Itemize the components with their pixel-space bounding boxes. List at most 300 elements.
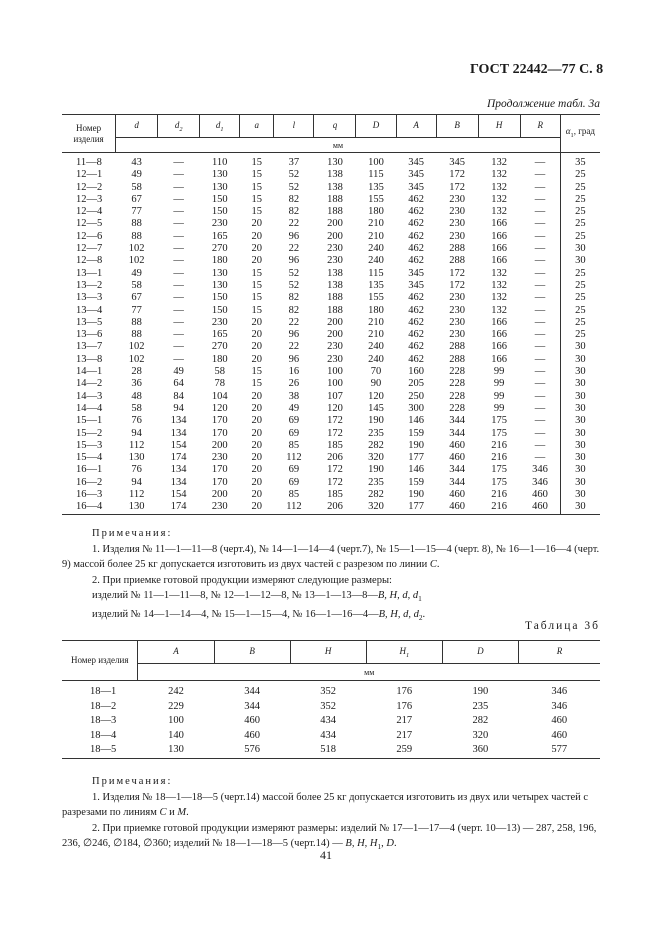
col-header: d [116, 115, 158, 138]
row-number-cell: 13—7 [76, 341, 103, 353]
table-cell: 217 [396, 729, 413, 741]
table-cell: 130 [128, 501, 145, 513]
table-cell: 100 [368, 157, 384, 168]
table-row [62, 280, 600, 292]
table-cell: 345 [408, 181, 424, 193]
table-cell: 25 [560, 329, 600, 341]
table-cell: 30 [560, 341, 600, 353]
table-cell: 165 [211, 329, 228, 341]
table-cell: — [173, 292, 184, 304]
table-cell: 172 [449, 267, 465, 279]
table-cell: 165 [211, 230, 228, 242]
notes-table-3a [62, 526, 602, 625]
col-header: q [314, 115, 356, 138]
table-cell: 58 [131, 181, 142, 193]
table-row [62, 329, 600, 341]
table-cell: 20 [251, 329, 263, 341]
table-cell: 159 [408, 476, 424, 488]
table-row [62, 489, 600, 501]
table-cell: 15 [251, 169, 263, 181]
table-cell: 210 [368, 218, 384, 230]
table-cell: — [173, 169, 184, 181]
table-cell: 15 [251, 366, 263, 378]
table-cell: 104 [211, 390, 228, 402]
table-row [62, 305, 600, 317]
table-cell: 132 [491, 206, 507, 218]
table-cell: 112 [128, 439, 145, 451]
table-cell: 344 [449, 427, 465, 439]
table-cell: 15 [251, 378, 263, 390]
table-row [62, 743, 600, 758]
row-number-cell: 13—5 [76, 316, 103, 328]
table-cell: 52 [288, 279, 300, 291]
table-cell: 67 [131, 292, 142, 304]
row-number-cell: 15—3 [76, 439, 103, 451]
table-row [62, 169, 600, 181]
table-cell: 345 [449, 157, 465, 168]
table-cell: 460 [244, 729, 260, 741]
note-2: 2. При приемке готовой продукции измеряют следующие размеры: [92, 574, 392, 586]
table-cell: 216 [491, 501, 507, 513]
table-cell: 166 [491, 230, 507, 242]
table-cell: 346 [532, 464, 548, 476]
table-cell: 300 [408, 402, 424, 414]
table-cell: 176 [396, 700, 413, 712]
row-number-cell: 13—4 [76, 304, 103, 316]
table-cell: 345 [408, 279, 424, 291]
table-cell: — [173, 279, 184, 291]
table-cell: 230 [211, 452, 228, 464]
table-cell: 352 [320, 686, 337, 697]
table-cell: 190 [408, 439, 424, 451]
table-cell: 52 [288, 181, 300, 193]
table-row [62, 391, 600, 403]
table-cell: 235 [368, 427, 384, 439]
table-cell: 210 [368, 329, 384, 341]
table-cell: 22 [288, 243, 300, 255]
table-cell: 25 [560, 169, 600, 181]
row-number-cell: 12—7 [76, 243, 103, 255]
table-row [62, 231, 600, 243]
table-cell: — [534, 427, 546, 439]
table-row [62, 378, 600, 390]
table-cell: 130 [211, 279, 228, 291]
table-cell: 30 [560, 440, 600, 452]
table-cell: 52 [288, 169, 300, 181]
table-cell: — [173, 157, 184, 168]
table-row [62, 206, 600, 218]
table-cell: 228 [449, 390, 465, 402]
table-cell: 96 [288, 353, 300, 365]
table-cell: 228 [449, 378, 465, 390]
row-number-cell: 12—5 [76, 218, 103, 230]
table-cell: 230 [327, 341, 343, 353]
table-cell: 30 [560, 477, 600, 489]
table-cell: — [534, 292, 546, 304]
table-cell: 115 [368, 267, 384, 279]
table-row [62, 477, 600, 489]
table-cell: 177 [408, 452, 424, 464]
table-cell: 150 [211, 206, 228, 218]
unit-row: мм [116, 138, 561, 153]
table-cell: 230 [449, 292, 465, 304]
table-cell: 217 [396, 715, 413, 726]
table-cell: 188 [327, 292, 343, 304]
table-cell: 180 [211, 353, 228, 365]
table-cell: 462 [408, 243, 424, 255]
table-row [62, 452, 600, 464]
table-cell: 230 [211, 218, 228, 230]
table-cell: 20 [251, 501, 263, 513]
table-cell: 462 [408, 206, 424, 218]
col-header: D [356, 115, 396, 138]
table-cell: 344 [244, 686, 260, 697]
table-cell: 230 [449, 329, 465, 341]
table-cell: 320 [368, 452, 384, 464]
table-cell: 99 [493, 390, 505, 402]
table-cell: 30 [560, 501, 600, 514]
col-header: B [214, 641, 290, 664]
table-cell: 25 [560, 292, 600, 304]
table-cell: 216 [491, 452, 507, 464]
table-cell: — [173, 329, 184, 341]
table-cell: 100 [327, 366, 343, 378]
table-cell: 190 [368, 415, 384, 427]
table-cell: 85 [288, 489, 300, 501]
table-cell: 460 [449, 439, 465, 451]
table-cell: 25 [560, 305, 600, 317]
table-cell: — [534, 341, 546, 353]
table-cell: 206 [327, 452, 343, 464]
table-cell: 282 [368, 439, 384, 451]
table-cell: 84 [173, 390, 184, 402]
table-cell: 210 [368, 230, 384, 242]
table-cell: 146 [408, 464, 424, 476]
table-cell: 172 [449, 181, 465, 193]
table-cell: 288 [449, 341, 465, 353]
table-continuation-label: Продолжение табл. 3а [487, 98, 600, 110]
table-cell: 99 [493, 402, 505, 414]
table-cell: 150 [211, 193, 228, 205]
row-number-cell: 15—4 [76, 452, 103, 464]
table-cell: 30 [560, 255, 600, 267]
table-cell: 30 [560, 378, 600, 390]
table-row [62, 415, 600, 427]
table-cell: 230 [449, 206, 465, 218]
table-cell: 146 [408, 415, 424, 427]
table-cell: 150 [211, 304, 228, 316]
row-number-cell: 14—1 [76, 366, 103, 378]
table-cell: 25 [560, 218, 600, 230]
table-cell: 230 [211, 316, 228, 328]
table-cell: 67 [131, 193, 142, 205]
col-header: a [240, 115, 274, 138]
row-number-cell: 15—2 [76, 427, 103, 439]
table-cell: 462 [408, 304, 424, 316]
note-1: 1. Изделия № 18—1—18—5 (черт.14) массой более 25 кг допускается изготовить из двух или четырех частей с разрезами по линиям C и M. [62, 791, 589, 818]
table-cell: 20 [251, 390, 263, 402]
table-cell: 25 [560, 182, 600, 194]
table-row [62, 464, 600, 476]
col-header: R [518, 641, 600, 664]
table-row [62, 685, 600, 700]
table-cell: 518 [320, 744, 337, 755]
table-cell: 88 [131, 230, 142, 242]
table-cell: 112 [286, 452, 302, 464]
table-cell: — [534, 439, 546, 451]
row-number-cell: 18—5 [90, 744, 117, 755]
table-cell: 460 [449, 489, 465, 501]
table-cell: 30 [560, 403, 600, 415]
table-cell: 30 [560, 354, 600, 366]
table-row [62, 255, 600, 267]
table-cell: 77 [131, 206, 142, 218]
table-cell: 30 [560, 391, 600, 403]
table-cell: 176 [396, 686, 413, 697]
table-cell: 462 [408, 292, 424, 304]
table-cell: 230 [449, 316, 465, 328]
table-cell: 58 [131, 279, 142, 291]
table-cell: — [534, 402, 546, 414]
table-cell: 99 [493, 366, 505, 378]
table-cell: — [173, 341, 184, 353]
table-cell: 320 [472, 729, 489, 741]
table-cell: 235 [368, 476, 384, 488]
table-cell: 25 [560, 317, 600, 329]
table-cell: 346 [551, 686, 568, 697]
table-cell: — [534, 267, 546, 279]
table-cell: 230 [449, 304, 465, 316]
table-cell: 230 [327, 353, 343, 365]
table-cell: 138 [327, 169, 343, 181]
table-cell: 120 [211, 402, 228, 414]
table-cell: — [534, 452, 546, 464]
table-cell: 112 [286, 501, 302, 513]
table-cell: 30 [560, 243, 600, 255]
table-cell: — [173, 353, 184, 365]
table-cell: — [173, 181, 184, 193]
table-cell: — [534, 390, 546, 402]
table-cell: 30 [560, 489, 600, 501]
table-cell: 235 [472, 700, 489, 712]
row-number-cell: 18—2 [90, 700, 117, 712]
table-cell: 76 [131, 464, 142, 476]
table-cell: 20 [251, 243, 263, 255]
table-cell: 15 [251, 267, 263, 279]
table-cell: 282 [368, 489, 384, 501]
table-row [62, 182, 600, 194]
table-cell: 36 [131, 378, 142, 390]
table-cell: 96 [288, 230, 300, 242]
table-cell: 138 [327, 181, 343, 193]
col-header: D [442, 641, 518, 664]
row-number-cell: 12—8 [76, 255, 103, 267]
table-cell: 88 [131, 329, 142, 341]
row-number-cell: 13—3 [76, 292, 103, 304]
table-cell: 20 [251, 439, 263, 451]
table-cell: 100 [327, 378, 343, 390]
table-cell: — [534, 230, 546, 242]
row-number-cell: 16—3 [76, 489, 103, 501]
table-cell: 82 [288, 292, 300, 304]
table-cell: 270 [211, 341, 228, 353]
table-cell: — [173, 193, 184, 205]
table-cell: 77 [131, 304, 142, 316]
table-cell: 250 [408, 390, 424, 402]
table-cell: 188 [327, 193, 343, 205]
table-cell: 22 [288, 316, 300, 328]
table-cell: 49 [131, 267, 142, 279]
table-cell: 15 [251, 292, 263, 304]
table-cell: 135 [368, 279, 384, 291]
table-cell: 288 [449, 243, 465, 255]
table-cell: 577 [551, 744, 568, 755]
table-cell: 155 [368, 292, 384, 304]
table-cell: 320 [368, 501, 384, 513]
row-number-cell: 18—4 [90, 729, 117, 741]
table-cell: 134 [170, 427, 187, 439]
table-cell: — [173, 243, 184, 255]
table-cell: 30 [560, 415, 600, 427]
row-number-cell: 13—1 [76, 267, 103, 279]
table-cell: 52 [288, 267, 300, 279]
row-number-cell: 13—8 [76, 353, 103, 365]
table-cell: 460 [551, 729, 568, 741]
table-cell: 154 [170, 489, 187, 501]
table-cell: 175 [491, 415, 507, 427]
table-cell: 30 [560, 428, 600, 440]
table-cell: 48 [131, 390, 142, 402]
table-cell: 160 [408, 366, 424, 378]
table-cell: 177 [408, 501, 424, 513]
table-cell: 166 [491, 243, 507, 255]
table-cell: 230 [449, 193, 465, 205]
table-cell: 138 [327, 267, 343, 279]
table-cell: 69 [288, 464, 300, 476]
table-cell: — [534, 316, 546, 328]
table-cell: 37 [288, 157, 300, 168]
table-cell: 15 [251, 157, 263, 168]
table-cell: 16 [288, 366, 300, 378]
table-row [62, 268, 600, 280]
table-cell: — [173, 206, 184, 218]
table-row [62, 700, 600, 715]
table-cell: 102 [128, 341, 145, 353]
table-cell: 132 [491, 193, 507, 205]
table-cell: 200 [327, 218, 343, 230]
table-cell: 20 [251, 476, 263, 488]
table-cell: 30 [560, 452, 600, 464]
table-cell: 43 [131, 157, 142, 168]
table-cell: 185 [327, 439, 343, 451]
table-cell: 140 [168, 729, 184, 741]
row-number-cell: 12—2 [76, 181, 103, 193]
table-cell: — [534, 366, 546, 378]
note-2: 2. При приемке готовой продукции измеряют размеры: изделий № 17—1—17—4 (черт. 10—13) — 287, 258, 196, 236, ∅246, ∅184, ∅360; изделий № 18—1—18—5 (черт.14) — B, H, $H_1$, D. [62, 822, 597, 852]
table-cell: 120 [327, 402, 343, 414]
table-cell: 134 [170, 415, 187, 427]
col-header: $d_1$ [200, 115, 240, 138]
table-cell: 216 [491, 439, 507, 451]
table-cell: 174 [170, 452, 187, 464]
table-cell: 76 [131, 415, 142, 427]
table-cell: 166 [491, 353, 507, 365]
table-cell: 190 [408, 489, 424, 501]
table-cell: 70 [370, 366, 382, 378]
table-cell: 20 [251, 316, 263, 328]
table-cell: 460 [449, 501, 465, 513]
row-number-cell: 12—3 [76, 193, 103, 205]
table-cell: 20 [251, 427, 263, 439]
table-cell: 188 [327, 206, 343, 218]
table-cell: — [173, 316, 184, 328]
table-cell: 96 [288, 329, 300, 341]
table-cell: 96 [288, 255, 300, 267]
row-number-cell: 14—4 [76, 402, 103, 414]
table-cell: 462 [408, 329, 424, 341]
table-cell: 270 [211, 243, 228, 255]
table-cell: — [173, 255, 184, 267]
table-row [62, 366, 600, 378]
table-cell: 460 [449, 452, 465, 464]
page-number: 41 [320, 848, 332, 862]
col-header: A [396, 115, 436, 138]
table-cell: 180 [211, 255, 228, 267]
table-cell: 462 [408, 230, 424, 242]
row-number-cell: 12—1 [76, 169, 103, 181]
table-cell: 102 [128, 255, 145, 267]
table-cell: 462 [408, 255, 424, 267]
table-cell: 35 [560, 157, 600, 169]
table-cell: 130 [168, 744, 184, 755]
table-cell: 15 [251, 304, 263, 316]
table-cell: 230 [327, 255, 343, 267]
table-cell: 132 [491, 169, 507, 181]
table-cell: 344 [449, 415, 465, 427]
row-number-cell: 13—2 [76, 279, 103, 291]
table-cell: 346 [532, 476, 548, 488]
table-cell: 94 [131, 427, 142, 439]
table-cell: — [173, 267, 184, 279]
table-cell: 228 [449, 366, 465, 378]
table-cell: 240 [368, 255, 384, 267]
table-cell: — [534, 243, 546, 255]
table-cell: 49 [173, 366, 184, 378]
table-cell: 150 [211, 292, 228, 304]
table-cell: 200 [211, 439, 228, 451]
table-cell: — [534, 181, 546, 193]
table-cell: 132 [491, 267, 507, 279]
table-cell: 69 [288, 476, 300, 488]
row-number-cell: 11—8 [76, 157, 102, 168]
table-cell: 462 [408, 353, 424, 365]
table-cell: 20 [251, 402, 263, 414]
table-cell: 166 [491, 341, 507, 353]
table-cell: 230 [211, 501, 228, 513]
table-cell: 20 [251, 489, 263, 501]
table-cell: 216 [491, 489, 507, 501]
table-cell: 154 [170, 439, 187, 451]
table-cell: 135 [368, 181, 384, 193]
col-header-angle: $\alpha_1$, град [560, 115, 600, 153]
table-cell: 132 [491, 304, 507, 316]
table-cell: 112 [128, 489, 145, 501]
notes-table-3b [62, 774, 602, 855]
table-cell: 166 [491, 316, 507, 328]
table-cell: 460 [551, 715, 568, 726]
table-cell: 134 [170, 476, 187, 488]
note-1: 1. Изделия № 11—1—11—8 (черт.4), № 14—1—14—4 (черт.7), № 15—1—15—4 (черт. 8), № 16—1—16—4 (черт. 9) массой более 25 кг допускается изготовить из двух частей с разрезом по линии C. [62, 543, 600, 570]
